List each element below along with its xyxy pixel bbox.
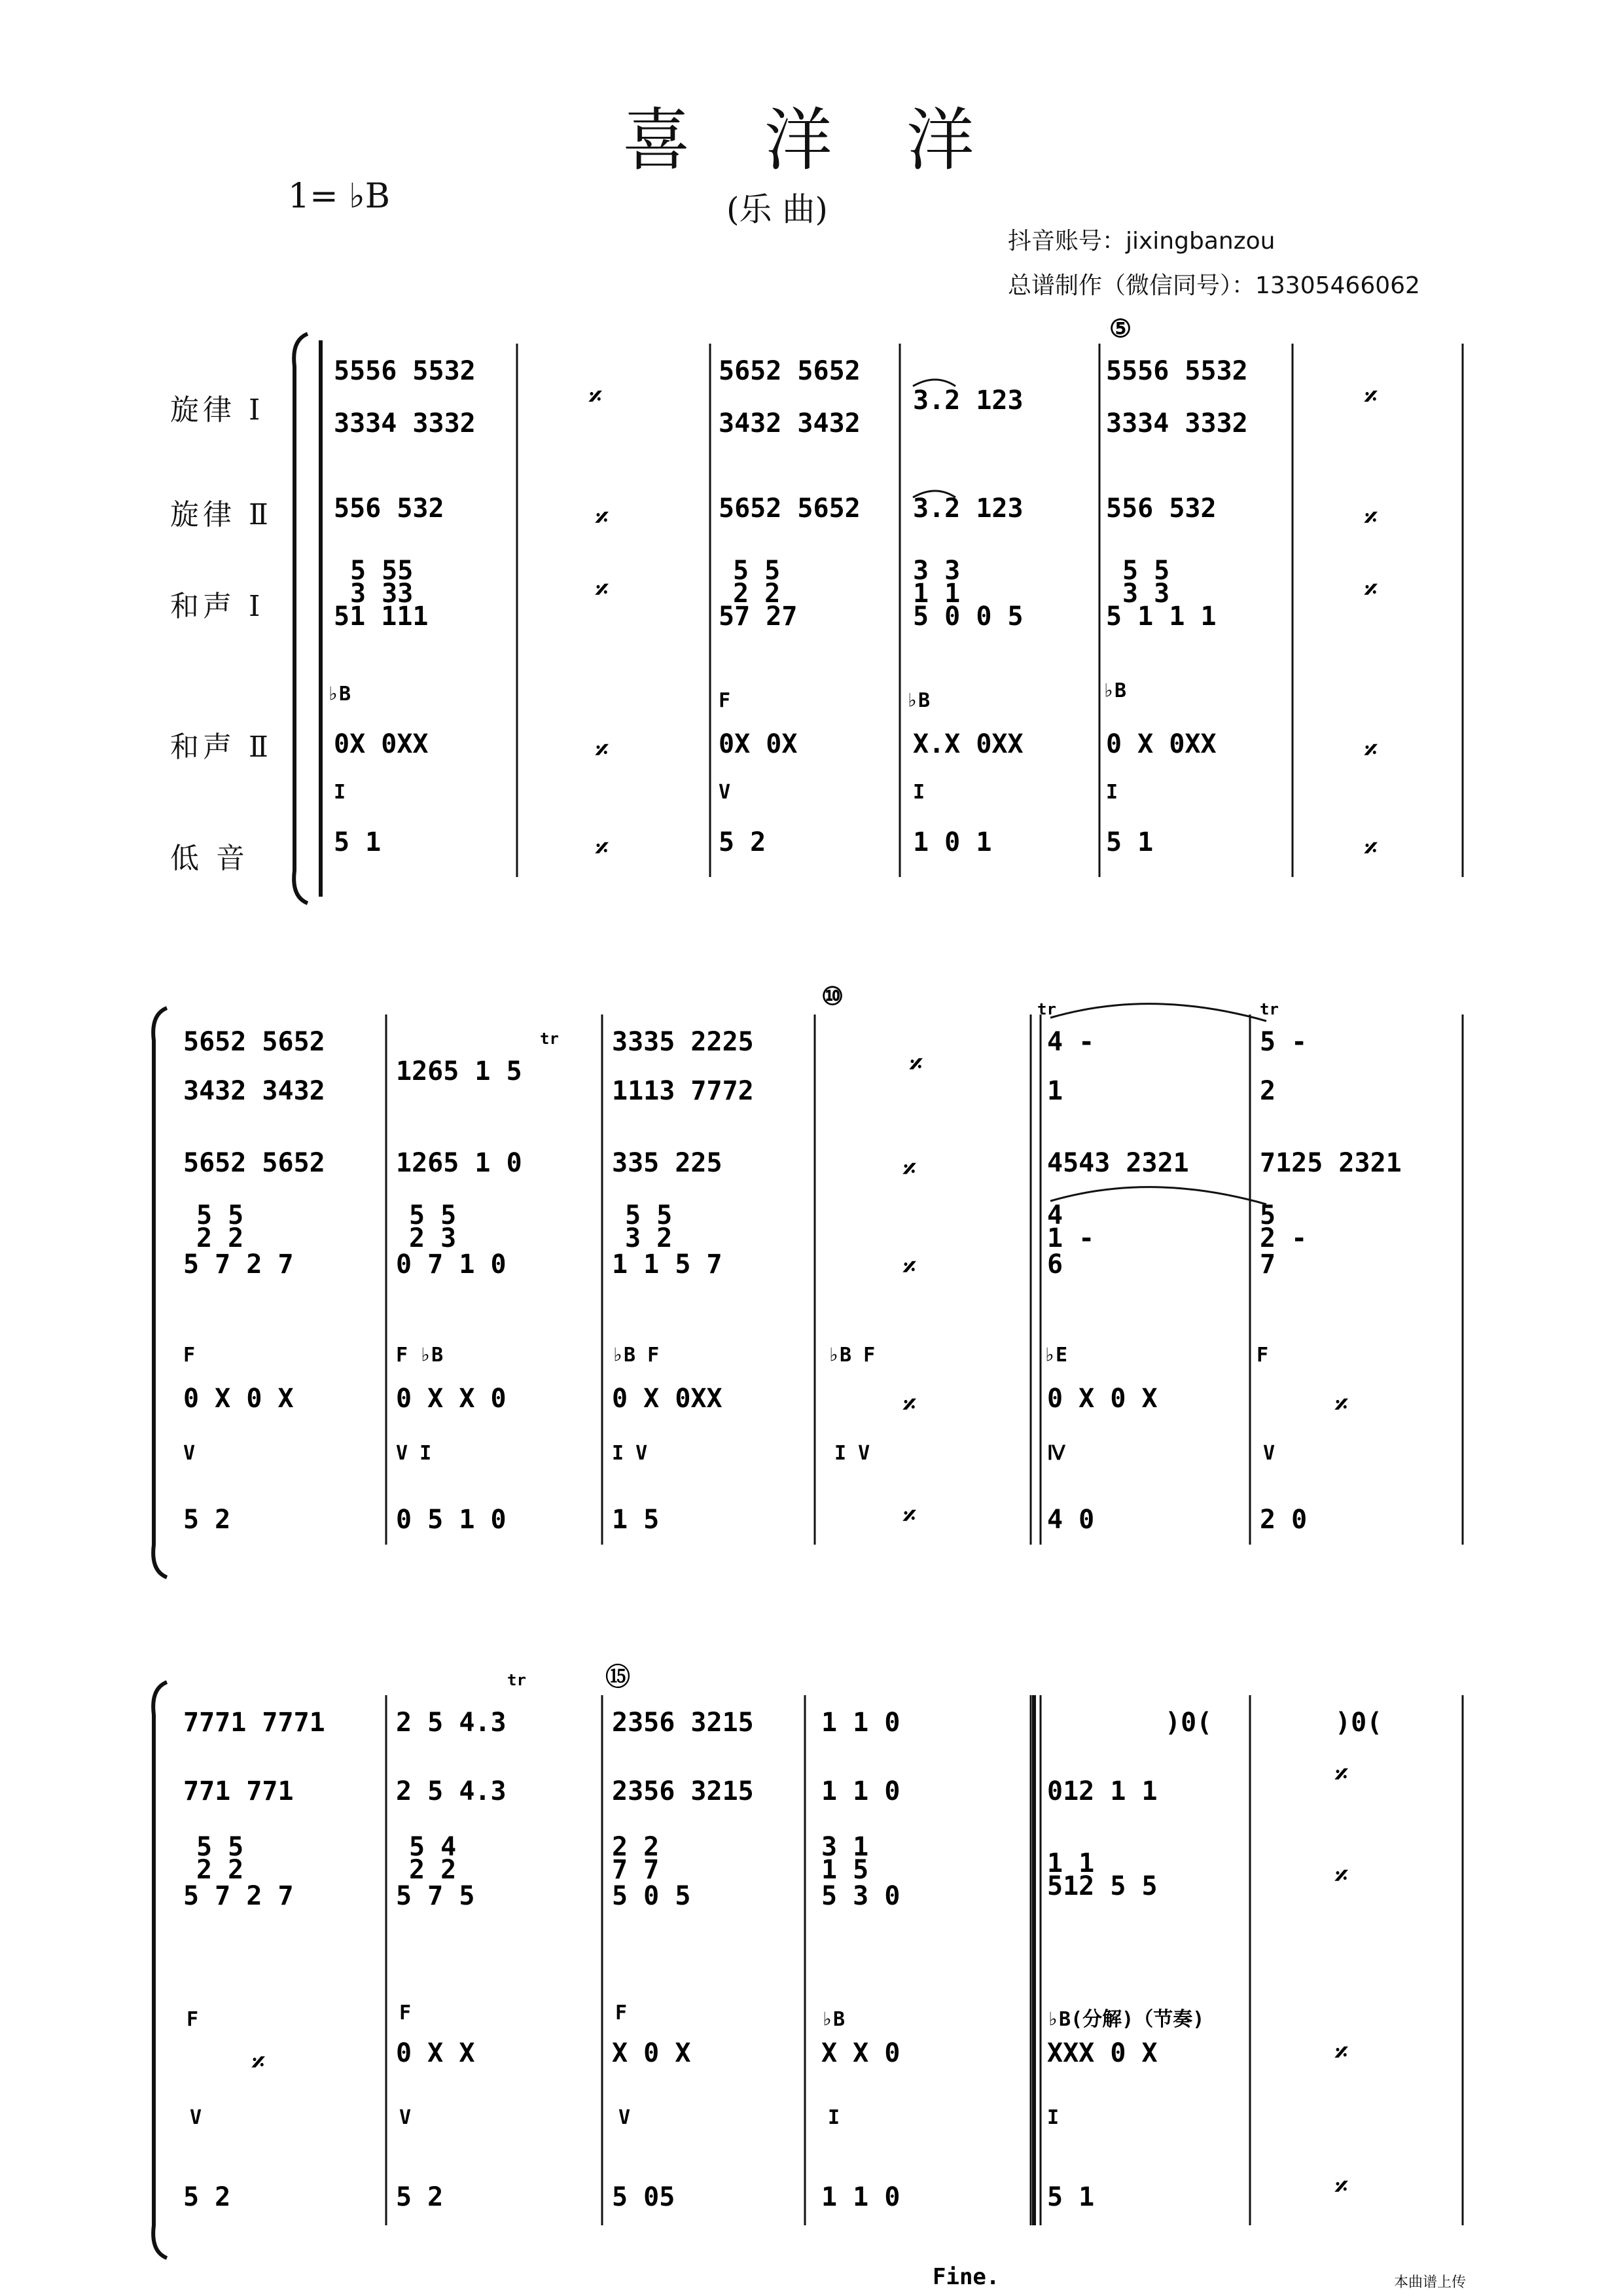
s1-m1-top-3: 3.2 123 xyxy=(913,386,1024,416)
s1-repeat-10: 𝄎 xyxy=(1364,834,1378,864)
s1-repeat-4: 𝄎 xyxy=(596,736,609,766)
rehearsal-mark-5: ⑤ xyxy=(1109,314,1132,343)
s1-h2-4: 0 X 0XX xyxy=(1106,729,1217,759)
s2-h1-mid-5: 2 - xyxy=(1260,1223,1308,1253)
s1-h2-3: X.X 0XX xyxy=(913,729,1024,759)
s3-h2-2: 0 X X xyxy=(396,2038,475,2068)
s1-m2-3: 3.2 123 xyxy=(913,493,1024,524)
rehearsal-mark-15: ⑮ xyxy=(605,1662,631,1691)
s2-h1-bot-3: 1 1 5 7 xyxy=(612,1249,722,1280)
s1-h1-top-3: 3 3 xyxy=(913,556,961,586)
rehearsal-mark-10: ⑩ xyxy=(821,982,844,1011)
s1-m1-top-1: 5556 5532 xyxy=(334,356,476,386)
s2-m1-top-2: 1265 1 5 xyxy=(396,1056,522,1086)
s3-h1-mid-2: 2 2 xyxy=(409,1855,457,1885)
s3-h1-mid-5: 1 1 xyxy=(1047,1848,1095,1878)
s1-m2-4: 556 532 xyxy=(1106,493,1217,524)
s2-h1-bot-5: 7 xyxy=(1260,1249,1276,1280)
s1-degree-1: I xyxy=(334,781,346,804)
s1-bass-4: 5 1 xyxy=(1106,827,1154,857)
s3-h1-bot-1: 5 7 2 7 xyxy=(183,1881,294,1911)
s2-m1-top-1: 5652 5652 xyxy=(183,1027,325,1057)
s1-repeat-5: 𝄎 xyxy=(596,834,609,864)
s3-h1-top-1: 5 5 xyxy=(196,1832,244,1862)
s1-repeat-7: 𝄎 xyxy=(1364,503,1378,533)
s3-h2-5: XXX 0 X xyxy=(1047,2038,1158,2068)
part-label-harmony-1: 和声 Ⅰ xyxy=(170,590,264,623)
fine-mark: Fine. xyxy=(933,2264,1000,2290)
s2-h1-top-2: 5 5 xyxy=(409,1200,457,1230)
s1-h1-mid-2: 2 2 xyxy=(733,579,781,609)
s2-repeat-1: 𝄎 xyxy=(910,1050,923,1080)
s3-h1-bot-5: 512 5 5 xyxy=(1047,1871,1158,1901)
s2-bass-2: 0 5 1 0 xyxy=(396,1505,507,1535)
s1-m2-1: 556 532 xyxy=(334,493,444,524)
s3-h1-bot-2: 5 7 5 xyxy=(396,1881,475,1911)
s3-h1-mid-1: 2 2 xyxy=(196,1855,244,1885)
system-2-notes xyxy=(183,1027,1402,1535)
s2-h1-mid-1: 2 2 xyxy=(196,1223,244,1253)
s2-chord-2: F ♭B xyxy=(396,1344,444,1367)
s2-h1-mid-2: 2 3 xyxy=(409,1223,457,1253)
s3-bass-5: 5 1 xyxy=(1047,2182,1095,2212)
s2-bass-1: 5 2 xyxy=(183,1505,231,1535)
s1-repeat-6: 𝄎 xyxy=(1364,382,1378,412)
system-2-brace xyxy=(153,1008,167,1577)
s3-repeat-4: 𝄎 xyxy=(1335,2038,1348,2068)
s1-m2-2: 5652 5652 xyxy=(719,493,861,524)
s1-h2-1: 0X 0XX xyxy=(334,729,429,759)
part-label-bass: 低 音 xyxy=(170,842,249,875)
s1-h1-mid-4: 3 3 xyxy=(1122,579,1170,609)
s2-m2-4: 4543 2321 xyxy=(1047,1148,1189,1178)
s1-m1-bot-4: 3334 3332 xyxy=(1106,408,1248,439)
s2-m2-3: 335 225 xyxy=(612,1148,722,1178)
s2-repeat-2: 𝄎 xyxy=(903,1155,916,1185)
s1-chord-4: ♭B xyxy=(1103,679,1127,702)
s3-m1-top-4: 1 1 0 xyxy=(821,1708,901,1738)
s2-m1-bot-3: 1113 7772 xyxy=(612,1076,754,1106)
s3-h1-bot-3: 5 0 5 xyxy=(612,1881,691,1911)
s3-bass-1: 5 2 xyxy=(183,2182,231,2212)
s2-h2-1: 0 X 0 X xyxy=(183,1384,294,1414)
account-info: 抖音账号：jixingbanzou xyxy=(1008,228,1275,255)
s2-chord-1: F xyxy=(183,1344,196,1367)
s2-h1-top-4: 4 xyxy=(1047,1200,1063,1230)
s3-toggle-2: )0( xyxy=(1335,1708,1383,1738)
s3-h1-top-3: 2 2 xyxy=(612,1832,660,1862)
s1-m1-bot-2: 3432 3432 xyxy=(719,408,861,439)
s2-m1-bot-5: 2 xyxy=(1260,1076,1276,1106)
s2-m2-2: 1265 1 0 xyxy=(396,1148,522,1178)
s1-h1-bot-2: 57 27 xyxy=(719,601,798,632)
s1-m1-top-2: 5652 5652 xyxy=(719,356,861,386)
s1-h2-2: 0X 0X xyxy=(719,729,798,759)
key-signature: 1= ♭B xyxy=(288,177,390,216)
s2-h2-4: 0 X 0 X xyxy=(1047,1384,1158,1414)
s1-repeat-9: 𝄎 xyxy=(1364,736,1378,766)
s2-chord-3: ♭B F xyxy=(612,1344,660,1367)
s3-degree-5: I xyxy=(1047,2106,1060,2129)
s3-chord-4: ♭B xyxy=(821,2008,846,2031)
s1-bass-2: 5 2 xyxy=(719,827,766,857)
trill-mark-3: tr xyxy=(1260,1000,1279,1018)
s2-h2-3: 0 X 0XX xyxy=(612,1384,722,1414)
s1-bass-3: 1 0 1 xyxy=(913,827,992,857)
s2-degree-2: V I xyxy=(396,1442,432,1465)
s3-chord-3: F xyxy=(615,2001,628,2024)
s2-chord-4: ♭B F xyxy=(828,1344,876,1367)
s2-repeat-5: 𝄎 xyxy=(903,1501,916,1532)
s3-repeat-5: 𝄎 xyxy=(1335,2172,1348,2202)
s3-h2-4: X X 0 xyxy=(821,2038,901,2068)
s3-m2-1: 771 771 xyxy=(183,1776,294,1806)
s1-m1-top-4: 5556 5532 xyxy=(1106,356,1248,386)
s2-repeat-6: 𝄎 xyxy=(1335,1390,1348,1420)
s2-m2-5: 7125 2321 xyxy=(1260,1148,1402,1178)
s2-h1-top-5: 5 xyxy=(1260,1200,1276,1230)
s2-h1-mid-4: 1 - xyxy=(1047,1223,1095,1253)
part-label-melody-2: 旋律 Ⅱ xyxy=(170,498,272,531)
s2-m1-top-5: 5 - xyxy=(1260,1027,1308,1057)
s1-repeat-3: 𝄎 xyxy=(596,575,609,605)
s3-m2-3: 2356 3215 xyxy=(612,1776,754,1806)
s3-degree-1: V xyxy=(190,2106,202,2129)
s1-degree-3: I xyxy=(913,781,925,804)
s3-m2-5: 012 1 1 xyxy=(1047,1776,1158,1806)
s3-m1-top-1: 7771 7771 xyxy=(183,1708,325,1738)
s1-m1-bot-1: 3334 3332 xyxy=(334,408,476,439)
s1-degree-4: I xyxy=(1106,781,1118,804)
s3-degree-4: I xyxy=(828,2106,840,2129)
footer-note: 本曲谱上传 xyxy=(1393,2274,1466,2291)
s2-m1-top-3: 3335 2225 xyxy=(612,1027,754,1057)
s2-m1-top-4: 4 - xyxy=(1047,1027,1095,1057)
s3-repeat-3: 𝄎 xyxy=(1335,1861,1348,1892)
s2-repeat-4: 𝄎 xyxy=(903,1390,916,1420)
s3-h1-mid-3: 7 7 xyxy=(612,1855,660,1885)
s1-h1-top-1: 5 55 xyxy=(350,556,414,586)
s2-h1-top-1: 5 5 xyxy=(196,1200,244,1230)
part-label-harmony-2: 和声 Ⅱ xyxy=(170,730,272,764)
s1-h1-top-2: 5 5 xyxy=(733,556,781,586)
s2-degree-5: Ⅳ xyxy=(1047,1442,1065,1465)
s1-h1-bot-3: 5 0 0 5 xyxy=(913,601,1024,632)
s2-h1-bot-4: 6 xyxy=(1047,1249,1063,1280)
s3-h1-mid-4: 1 5 xyxy=(821,1855,869,1885)
s2-bass-4: 4 0 xyxy=(1047,1505,1095,1535)
s3-h1-top-2: 5 4 xyxy=(409,1832,457,1862)
s3-m1-top-3: 2356 3215 xyxy=(612,1708,754,1738)
system-1-brace xyxy=(294,334,308,903)
system-2-repeats xyxy=(902,1050,1349,1532)
s2-m2-1: 5652 5652 xyxy=(183,1148,325,1178)
s2-chord-6: F xyxy=(1257,1344,1269,1367)
s2-degree-4: I V xyxy=(834,1442,870,1465)
s2-degree-3: I V xyxy=(612,1442,648,1465)
s3-chord-1: F xyxy=(187,2008,199,2031)
s3-bass-4: 1 1 0 xyxy=(821,2182,901,2212)
s2-chord-5: ♭E xyxy=(1044,1344,1068,1367)
s3-m2-2: 2 5 4.3 xyxy=(396,1776,507,1806)
s3-h1-top-4: 3 1 xyxy=(821,1832,869,1862)
s3-h1-bot-4: 5 3 0 xyxy=(821,1881,901,1911)
s1-degree-2: V xyxy=(719,781,731,804)
s1-chord-1: ♭B xyxy=(327,683,351,706)
s3-bass-2: 5 2 xyxy=(396,2182,444,2212)
s2-h1-mid-3: 3 2 xyxy=(625,1223,673,1253)
system-3-notes xyxy=(183,1708,1382,2212)
system-3-brace xyxy=(153,1682,167,2258)
maker-info: 总谱制作（微信同号）：13305466062 xyxy=(1008,272,1420,299)
s3-repeat-1: 𝄎 xyxy=(252,2048,265,2078)
s3-chord-5: ♭B(分解)（节奏) xyxy=(1047,2008,1205,2031)
s1-repeat-8: 𝄎 xyxy=(1364,575,1378,605)
page-title: 喜 洋 洋 xyxy=(622,100,1001,180)
s1-h1-mid-3: 1 1 xyxy=(913,579,961,609)
trill-mark-4: tr xyxy=(507,1671,526,1689)
s3-m1-top-2: 2 5 4.3 xyxy=(396,1708,507,1738)
s3-bass-3: 5 05 xyxy=(612,2182,675,2212)
s2-h2-2: 0 X X 0 xyxy=(396,1384,507,1414)
s1-h1-mid-1: 3 33 xyxy=(350,579,414,609)
s2-repeat-3: 𝄎 xyxy=(903,1253,916,1283)
s3-h2-3: X 0 X xyxy=(612,2038,691,2068)
s2-m1-bot-4: 1 xyxy=(1047,1076,1063,1106)
s3-degree-2: V xyxy=(399,2106,412,2129)
s3-repeat-2: 𝄎 xyxy=(1335,1760,1348,1790)
s1-h1-top-4: 5 5 xyxy=(1122,556,1170,586)
s2-h1-top-3: 5 5 xyxy=(625,1200,673,1230)
s1-repeat-1: 𝄎 xyxy=(589,382,602,412)
s1-chord-2: F xyxy=(719,689,731,712)
s2-bass-5: 2 0 xyxy=(1260,1505,1308,1535)
s1-bass-1: 5 1 xyxy=(334,827,382,857)
system-3-repeats xyxy=(251,1760,1349,2202)
s1-h1-bot-1: 51 111 xyxy=(334,601,429,632)
s2-h1-bot-1: 5 7 2 7 xyxy=(183,1249,294,1280)
s2-degree-1: V xyxy=(183,1442,196,1465)
s3-chord-2: F xyxy=(399,2001,412,2024)
s3-toggle-1: )0( xyxy=(1165,1708,1213,1738)
s3-degree-3: V xyxy=(618,2106,631,2129)
s2-m1-bot-1: 3432 3432 xyxy=(183,1076,325,1106)
s2-degree-6: V xyxy=(1263,1442,1275,1465)
s2-bass-3: 1 5 xyxy=(612,1505,660,1535)
s1-repeat-2: 𝄎 xyxy=(596,503,609,533)
s1-h1-bot-4: 5 1 1 1 xyxy=(1106,601,1217,632)
trill-mark-1: tr xyxy=(540,1030,559,1048)
s2-h1-bot-2: 0 7 1 0 xyxy=(396,1249,507,1280)
s1-chord-3: ♭B xyxy=(906,689,931,712)
trill-mark-2: tr xyxy=(1037,1000,1056,1018)
part-label-melody-1: 旋律 Ⅰ xyxy=(170,393,264,427)
subtitle: (乐 曲) xyxy=(726,190,828,228)
s3-m2-4: 1 1 0 xyxy=(821,1776,901,1806)
